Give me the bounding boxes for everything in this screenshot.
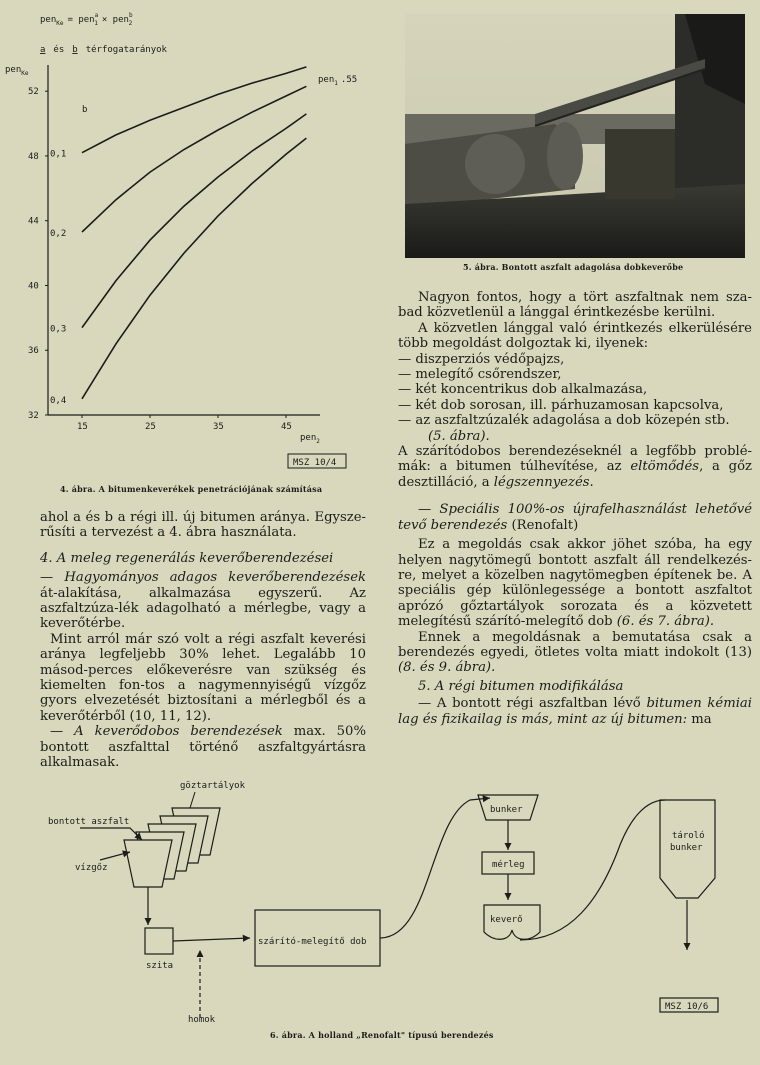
y-tick-label: 44: [28, 216, 39, 227]
x-tick-label: 15: [77, 422, 88, 432]
label-steam-tanks: göztartályok: [180, 781, 246, 791]
series-line: [82, 86, 306, 232]
label-steam: vízgőz: [75, 863, 108, 873]
y-tick-label: 48: [28, 151, 39, 162]
left-para-3: Mint arról már szó volt a régi aszfalt keverési aránya legfeljebb 30% lehet. Legalább 10 másod-perces előkeverésre van szükség és kiemelten fon-tos a nagymennyiségű vízgőz gyors elvezetését biztosítani a mérlegből és a keverőtérből (10, 11, 12).: [40, 631, 366, 724]
y-tick-label: 52: [28, 87, 39, 98]
y-tick-label: 32: [28, 411, 39, 421]
penetration-chart: [0, 0, 400, 480]
figure-5-caption: 5. ábra. Bontott aszfalt adagolása dobkeverőbe: [463, 262, 684, 272]
list-reference: (5. ábra).: [428, 428, 490, 444]
series-label: 0,2: [50, 229, 67, 240]
series-label: 0,4: [50, 395, 67, 406]
right-para-5: Ennek a megoldásnak a bemutatása csak a berendezés egyedi, ötletes volta miatt indokolt (13) (8. és 9. ábra).: [398, 629, 752, 676]
sieve-box: [145, 928, 173, 954]
left-para-1: ahol a és b a régi ill. új bitumen aránya. Egysze-rűsíti a tervezést a 4. ábra használata.: [40, 510, 366, 541]
list-item: — két dob sorosan, ill. párhuzamosan kapcsolva,: [398, 397, 724, 413]
list-item: — diszperziós védőpajzs,: [398, 351, 565, 367]
renofalt-process-diagram: [0, 760, 760, 1030]
x-tick-label: 35: [213, 422, 224, 432]
method-list: [398, 352, 752, 444]
section-4-heading: 4. A meleg regenerálás keverőberendezései: [40, 550, 334, 566]
label-scale: mérleg: [492, 860, 525, 870]
series-label: 0,3: [50, 324, 67, 335]
left-para-2: — Hagyományos adagos keverőberendezések át-alakítása, alkalmazása egyszerű. Az aszfaltzúza-lék adagolható a mérlegbe, vagy a keverőtérbe.: [40, 570, 366, 632]
series-line: [82, 67, 306, 153]
x-tick-label: 25: [145, 422, 156, 432]
y-tick-label: 36: [28, 346, 39, 357]
chart-lines: [50, 67, 306, 406]
curve-label: pen$_1$ .55: [318, 75, 358, 87]
label-reclaimed-asphalt: bontott aszfalt: [48, 817, 130, 827]
right-para-1: Nagyon fontos, hogy a tört aszfaltnak nem sza-bad közvetlenül a lánggal érintkezésbe kerülni.: [398, 290, 752, 321]
chart-axes: [48, 65, 320, 415]
figure-4-caption: 4. ábra. A bitumenkeverékek penetrációjának számítása: [60, 484, 323, 494]
chart-legend-text: a és b térfogatarányok: [40, 45, 167, 55]
chart-stamp: MSZ 10/4: [293, 458, 337, 468]
list-item: — az aszfaltzúzalék adagolása a dob közepén stb.: [398, 413, 730, 429]
y-tick-label: 40: [28, 281, 39, 292]
b-label: b: [82, 105, 88, 115]
label-bunker: bunker: [490, 805, 523, 815]
right-para-2: A közvetlen lánggal való érintkezés elkerülésére több megoldást dolgoztak ki, ilyenek:: [398, 320, 752, 352]
left-text-column: [40, 510, 366, 771]
right-text-column: [398, 290, 752, 727]
list-item: — két koncentrikus dob alkalmazása,: [398, 382, 648, 398]
left-para-4: — A keverődobos berendezések max. 50% bontott aszfalttal történő aszfaltgyártásra alkalmasak.: [40, 724, 366, 771]
y-axis-label: pen$_{Ke}$: [5, 65, 29, 77]
label-storage: tároló: [672, 831, 705, 841]
x-axis-label: pen$_2$: [300, 433, 320, 445]
right-para-4: Ez a megoldás csak akkor jöhet szóba, ha egy helyen nagytömegű bontott aszfalt áll rendelkezés-re, melyet a közelben nagytömegben építenek be. A speciális gép különlegessége a bontott aszfaltot aprózó gőztartályok sorozata és a közvetett melegítésű szárító-melegítő dob (6. és 7. ábra).: [398, 537, 752, 630]
chart-ticks: [28, 87, 292, 432]
label-dryer-drum: szárító-melegítő dob: [258, 937, 367, 947]
list-item: — melegítő csőrendszer,: [398, 367, 562, 383]
chart-formula: pen$_{Ke}$ = pen$^a$ 1 × pen$^b$ 2: [40, 12, 133, 27]
steam-tanks: [124, 808, 220, 887]
section-5-heading: 5. A régi bitumen modifikálása: [418, 678, 624, 694]
asphalt-plant-photo: [405, 14, 745, 258]
diagram-stamp: MSZ 10/6: [665, 1002, 709, 1012]
label-storage-bunker: bunker: [670, 843, 703, 853]
right-para-6: — A bontott régi aszfaltban lévő bitumen kémiai lag és fizikailag is más, mint az új bitumen: ma: [398, 696, 753, 727]
figure-6-caption: 6. ábra. A holland „Renofalt" típusú berendezés: [270, 1030, 494, 1040]
series-line: [82, 138, 306, 399]
series-label: 0,1: [50, 149, 67, 160]
x-tick-label: 45: [281, 422, 292, 432]
label-sieve: szita: [146, 961, 174, 971]
label-sand: homok: [188, 1015, 216, 1025]
right-para-3: A szárítódobos berendezéseknél a legfőbb problé-mák: a bitumen túlhevítése, az eltömődés, a gőz desztilláció, a légszennyezés.: [398, 444, 752, 490]
special-heading: — Speciális 100%-os újrafelhasználást lehetővé tevő berendezés (Renofalt): [398, 502, 752, 533]
label-mixer: keverő: [490, 915, 523, 925]
series-line: [82, 114, 306, 328]
